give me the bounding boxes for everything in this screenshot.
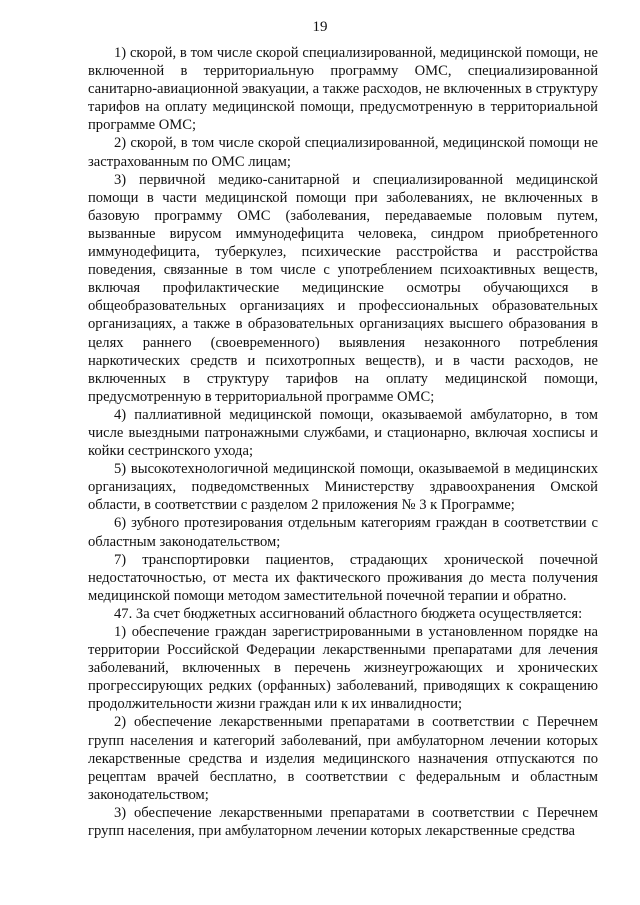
paragraph-dental-prosthetics: 6) зубного протезирования отдельным категориям граждан в соответствии с областным законодательством; [88, 515, 598, 550]
paragraph-palliative-care: 4) паллиативной медицинской помощи, оказываемой амбулаторно, в том числе выездными патронажными службами, и стационарно, включая хосписы и койки сестринского ухода; [88, 406, 598, 460]
paragraph-free-prescriptions: 2) обеспечение лекарственными препаратами в соответствии с Перечнем групп населения и категорий заболеваний, при амбулаторном лечении которых лекарственные средства и изделия медицинского назначения отпускаются по рецептам врачей бесплатно, в соответствии с федеральным и областным законодательством; [88, 714, 598, 803]
paragraph-ambulance-uninsured: 2) скорой, в том числе скорой специализированной, медицинской помощи не застрахованным по ОМС лицам; [88, 135, 598, 170]
paragraph-orphan-drugs: 1) обеспечение граждан зарегистрированными в установленном порядке на территории Российской Федерации лекарственными препаратами для лечения заболеваний, включенных в перечень жизнеугрожающих и хронических прогрессирующих редких (орфанных) заболеваний, приводящих к сокращению продолжительности жизни граждан или к их инвалидности; [88, 624, 598, 713]
paragraph-dialysis-transport: 7) транспортировки пациентов, страдающих хронической почечной недостаточностью, от места их фактического проживания до места получения медицинской помощи методом заместительной почечной терапии и обратно. [88, 551, 598, 604]
document-body [88, 44, 598, 840]
paragraph-high-tech-care: 5) высокотехнологичной медицинской помощи, оказываемой в медицинских организациях, подведомственных Министерству здравоохранения Омской области, в соответствии с разделом 2 приложения № 3 к Программе; [88, 461, 598, 514]
paragraph-section-47: 47. За счет бюджетных ассигнований областного бюджета осуществляется: [114, 605, 583, 622]
paragraph-primary-care: 3) первичной медико-санитарной и специализированной медицинской помощи в части медицинской помощи при заболеваниях, не включенных в базовую программу ОМС (заболевания, передаваемые половым путем, вызванные вирусом иммунодефицита человека, синдром приобретенного иммунодефицита, туберкулез, психические расстройства и расстройства поведения, связанные в том числе с употреблением психоактивных веществ, включая профилактические медицинские осмотры обучающихся в общеобразовательных организациях и профессиональных образовательных организациях, а также в образовательных организациях высшего образования в целях раннего (своевременного) выявления незаконного потребления наркотических средств и психотропных веществ), и в части расходов, не включенных в структуру тарифов на оплату медицинской помощи, предусмотренную в территориальной программе ОМС; [88, 171, 598, 405]
paragraph-ambulance-tp: 1) скорой, в том числе скорой специализированной, медицинской помощи, не включенной в территориальную программу ОМС, специализированной санитарно-авиационной эвакуации, а также расходов, не включенных в структуру тарифов на оплату медицинской помощи, предусмотренную в территориальной программе ОМС; [88, 45, 598, 134]
paragraph-drug-provision: 3) обеспечение лекарственными препаратами в соответствии с Перечнем групп населения, при амбулаторном лечении которых лекарственные средства [88, 804, 598, 840]
page-number: 19 [312, 19, 328, 35]
